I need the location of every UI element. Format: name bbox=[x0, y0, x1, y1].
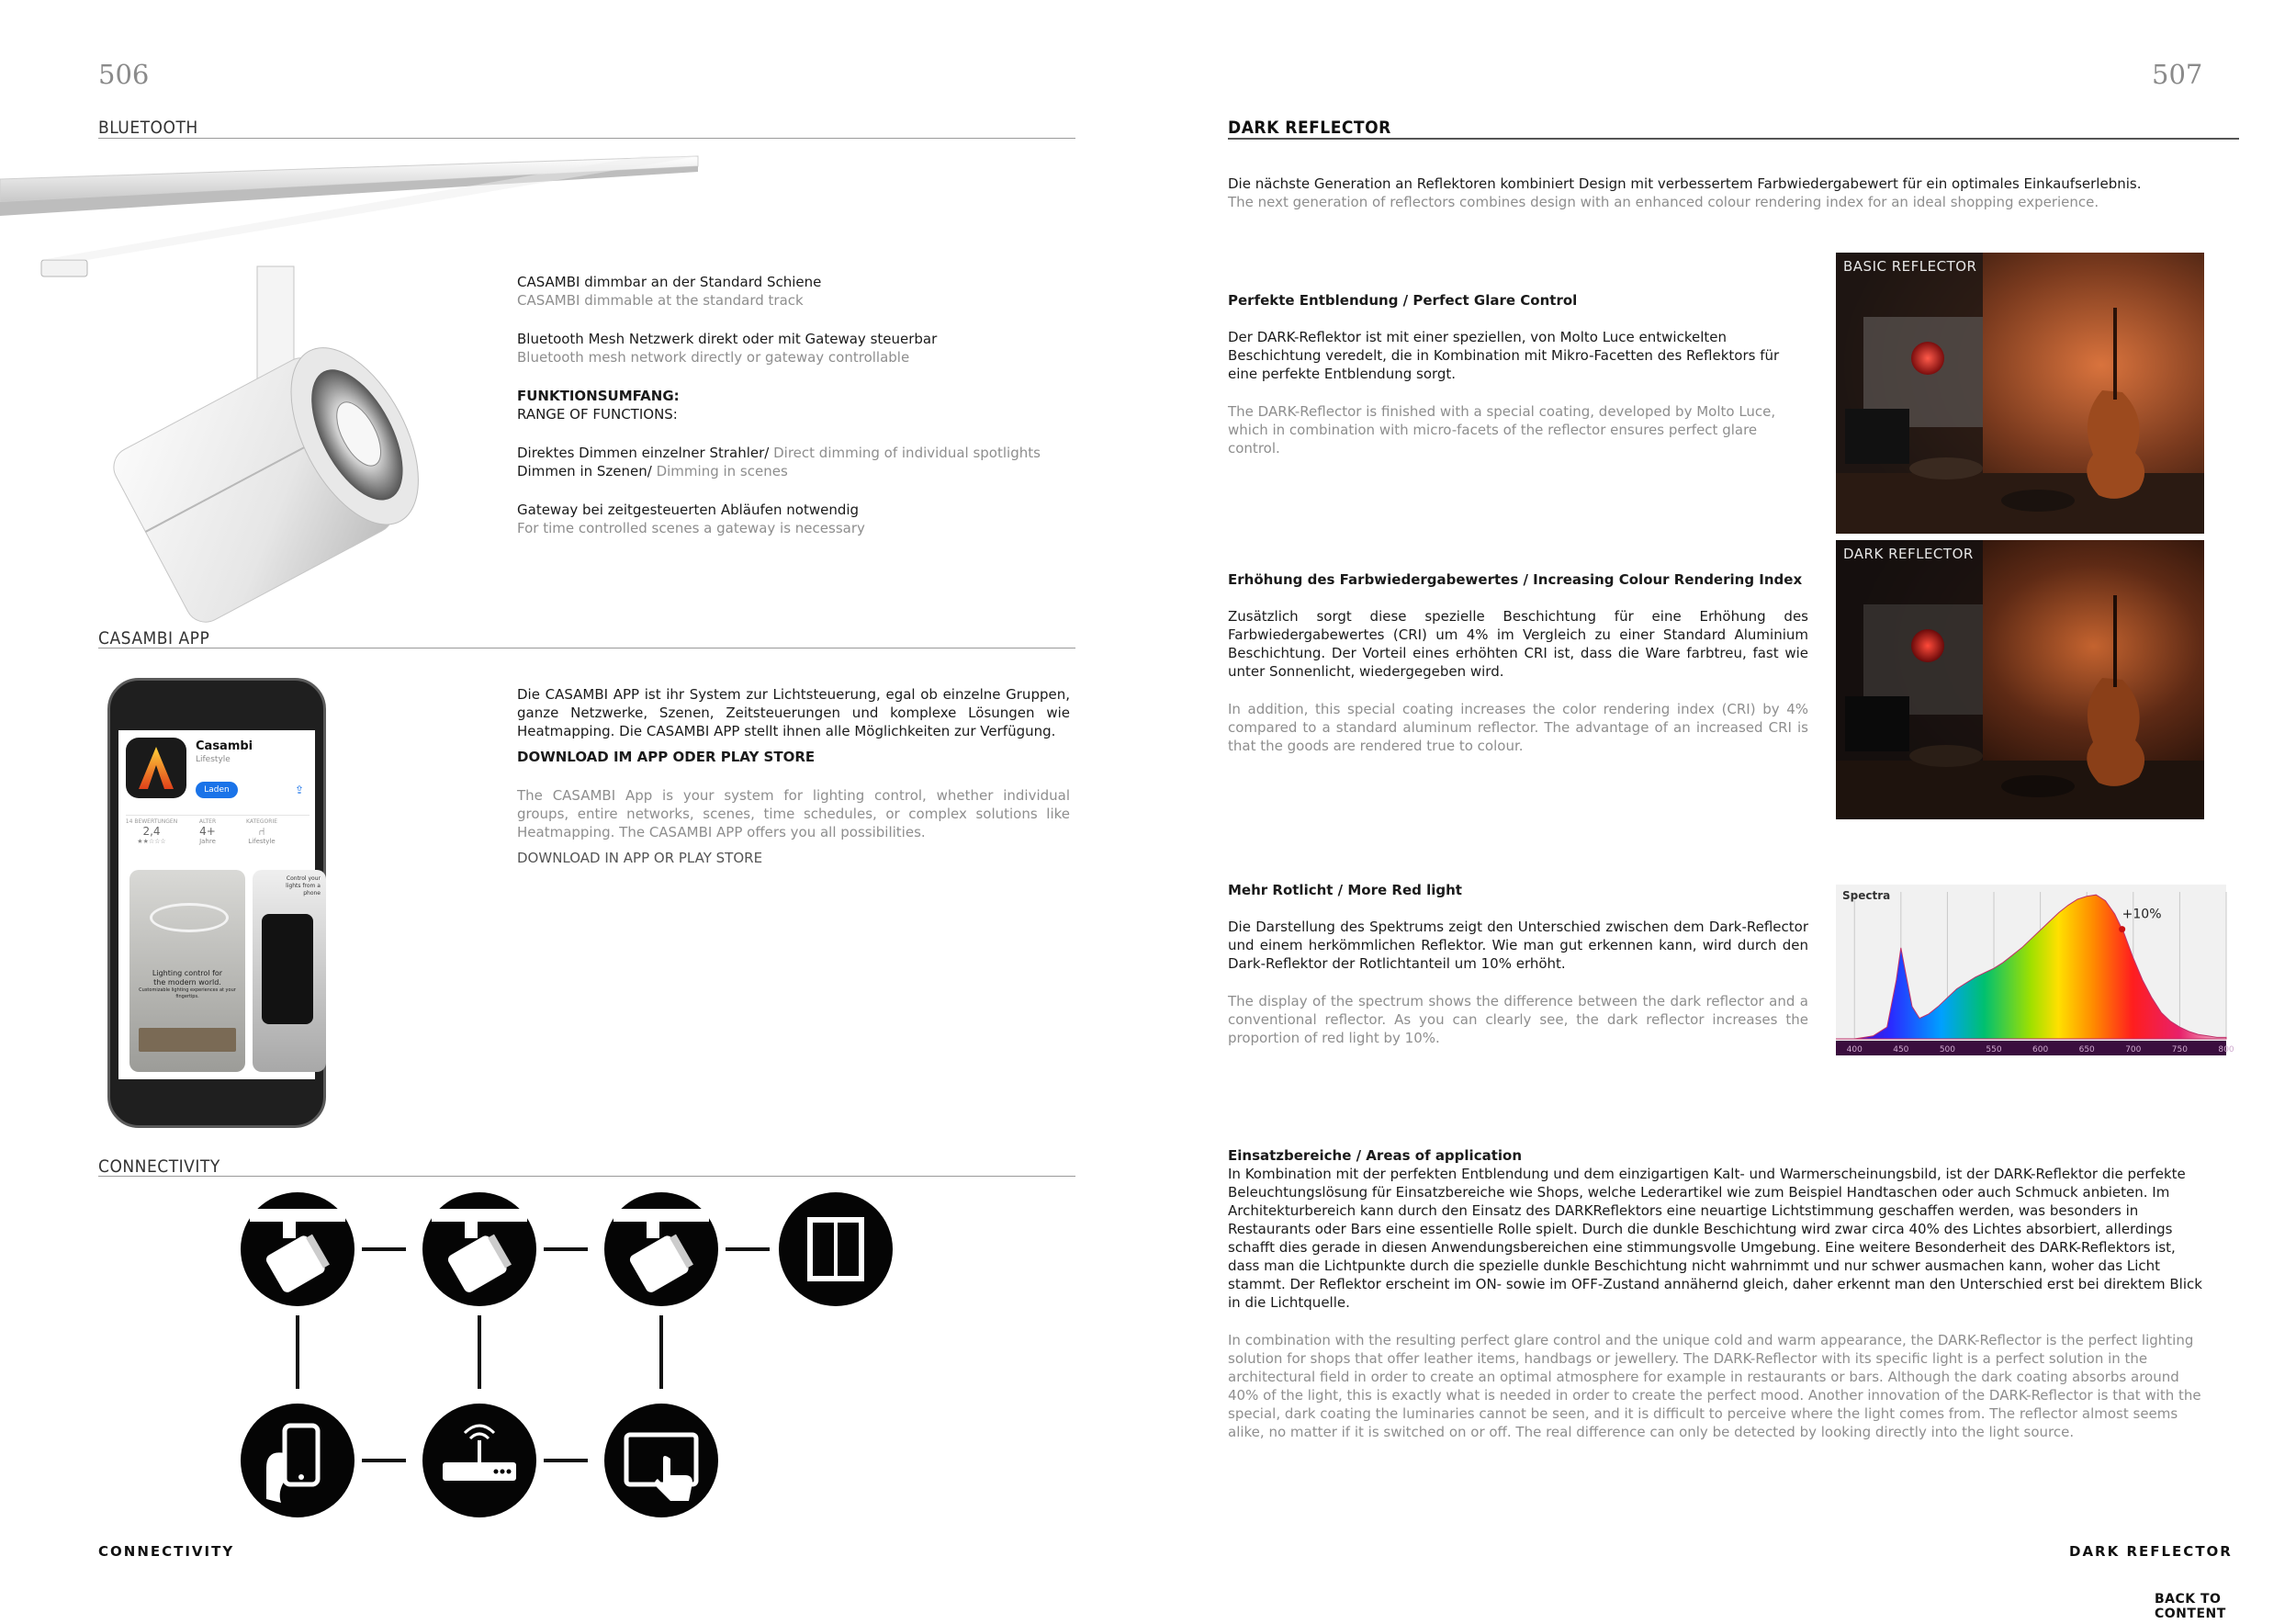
basic-reflector-label: BASIC REFLECTOR bbox=[1843, 258, 1977, 275]
casambi-desc-de: Die CASAMBI APP ist ihr System zur Lichtsteuerung, egal ob einzelne Gruppen, ganze Netzwerke, Szenen, Zeitsteuerungen und komplexe Lösungen wie Heatmapping. Die CASAMBI APP stellt ihnen alle Möglichkeiten zur Verfügung. bbox=[517, 686, 1070, 739]
bt-function-2 bbox=[517, 462, 1086, 480]
link-spot3-switch bbox=[726, 1247, 770, 1251]
link-gateway-tablet bbox=[544, 1459, 588, 1462]
bt-feature-1-de: CASAMBI dimmbar an der Standard Schiene bbox=[517, 274, 822, 290]
bt-function-1 bbox=[517, 444, 1086, 462]
spectrum-title: Spectra bbox=[1842, 889, 1891, 902]
bt-feature-2-de: Bluetooth Mesh Netzwerk direkt oder mit Gateway steuerbar bbox=[517, 331, 938, 347]
spotlight-node-1 bbox=[241, 1192, 355, 1306]
bt-function-2-de: Dimmen in Szenen/ bbox=[517, 463, 652, 479]
bt-function-1-en: Direct dimming of individual spotlights bbox=[769, 445, 1041, 461]
page-number-right: 507 bbox=[2152, 59, 2203, 90]
connectivity-diagram bbox=[237, 1192, 898, 1523]
switch-node bbox=[779, 1192, 893, 1306]
ratings-label: 14 BEWERTUNGEN bbox=[125, 818, 178, 825]
ratings-block bbox=[124, 818, 179, 845]
cri-section bbox=[1228, 570, 1808, 755]
red-de: Die Darstellung des Spektrums zeigt den Unterschied zwischen dem Dark-Reflector und einem herkömmlichen Reflektor. Wie man gut erkennen kann, wird durch den Dark-Reflektor der Rotlichtanteil um 10% erhöht. bbox=[1228, 919, 1808, 972]
tick-label-400: 400 bbox=[1846, 1045, 1863, 1054]
areas-heading: Einsatzbereiche / Areas of application bbox=[1228, 1147, 1523, 1164]
phone-divider bbox=[126, 815, 310, 816]
red-heading: Mehr Rotlicht / More Red light bbox=[1228, 882, 1462, 898]
spotlight-icon bbox=[604, 1192, 718, 1306]
casambi-text bbox=[517, 685, 1070, 867]
category-block bbox=[236, 818, 287, 845]
glare-de: Der DARK-Reflektor ist mit einer speziellen, von Molto Luce entwickelten Beschichtung veredelt, die in Kombination mit Mikro-Facetten des Reflektors für eine perfekte Entblendung sorgt. bbox=[1228, 329, 1780, 382]
table-illustration bbox=[139, 1028, 236, 1052]
areas-de: In Kombination mit der perfekten Entblendung und dem einzigartigen Kalt- und Warmerscheinungsbild, ist der DARK-Reflektor die perfekte Beleuchtungslösung für Einsatzbereiche wie Shops, welche Lederartikel wie zum Beispiel Handtaschen oder auch Schmuck anbieten. Im Architekturbereich kann durch den Einsatz des DARKReflektors eine neuartige Lichtstimmung geschaffen werden, was besonders in Restaurants oder Bars eine essentielle Rolle spielt. Durch die dunkle Beschichtung wird zwar circa 40% des Lichtes absorbiert, allerdings schafft dies gerade in diesen Anwendungsbereichen eine stimmungsvolle Umgebung. Eine weitere Besonderheit des DARK-Reflektors ist, dass man die Lichtpunkte durch die spezielle dunkle Beschichtung nicht wahrnimmt und nur schwer ausmachen kann, woher das Licht stammt. Der Reflektor erscheint im ON- sowie im OFF-Zustand annähernd gleich, daher erkennt man den Unterschied erst bei direktem Blick in die Lichtquelle. bbox=[1228, 1166, 2202, 1311]
section-rule-dark-reflector bbox=[1228, 138, 2239, 140]
screenshot-2-text: Control your lights from a phone bbox=[286, 875, 321, 897]
bt-gateway bbox=[517, 501, 1086, 537]
category-label: KATEGORIE bbox=[245, 818, 278, 825]
link-spot2-gateway bbox=[478, 1315, 481, 1389]
gateway-node bbox=[422, 1404, 536, 1517]
tick-label-800: 800 bbox=[2218, 1045, 2234, 1054]
glare-heading: Perfekte Entblendung / Perfect Glare Control bbox=[1228, 292, 1578, 309]
tick-label-550: 550 bbox=[1986, 1045, 2002, 1054]
cri-en: In addition, this special coating increases the color rendering index (CRI) by 4% compared to a standard aluminum reflector. The advantage of an increased CRI is that the goods are rendered true to colour. bbox=[1228, 701, 1808, 754]
app-name: Casambi bbox=[196, 739, 253, 753]
glare-section bbox=[1228, 291, 1808, 457]
link-spot3-tablet bbox=[659, 1315, 663, 1389]
rating-stars: ★★☆☆☆ bbox=[137, 838, 166, 845]
casambi-download-en: DOWNLOAD IN APP OR PLAY STORE bbox=[517, 850, 763, 866]
spectrum-series-dark-reflector bbox=[1836, 895, 2226, 1039]
screenshot-1-text bbox=[137, 969, 238, 1000]
section-title-bluetooth: BLUETOOTH bbox=[98, 118, 198, 138]
shot1-line2: the modern world. bbox=[153, 978, 221, 987]
intro bbox=[1228, 175, 2238, 211]
casambi-app-icon bbox=[126, 738, 186, 798]
link-spot1-spot2 bbox=[362, 1247, 406, 1251]
shot1-line1: Lighting control for bbox=[152, 969, 223, 977]
app-category: Lifestyle bbox=[196, 755, 231, 764]
spectrum-chart bbox=[1836, 885, 2234, 1055]
section-title-casambi-app: CASAMBI APP bbox=[98, 628, 210, 648]
ring-light-icon bbox=[150, 903, 229, 932]
bt-gateway-de: Gateway bei zeitgesteuerten Abläufen notwendig bbox=[517, 502, 860, 518]
red-increase-annotation: +10% bbox=[2122, 907, 2162, 922]
rating-value: 2,4 bbox=[142, 825, 161, 838]
red-en: The display of the spectrum shows the difference between the dark reflector and a conventional reflector. As you can clearly see, the dark reflector increases the proportion of red light by 10%. bbox=[1228, 993, 1808, 1046]
phone-mockup bbox=[107, 678, 326, 1128]
areas-section bbox=[1228, 1146, 2203, 1441]
age-unit: Jahre bbox=[199, 838, 216, 845]
section-rule-connectivity bbox=[98, 1176, 1075, 1177]
section-title-connectivity: CONNECTIVITY bbox=[98, 1156, 220, 1177]
share-icon[interactable]: ⇪ bbox=[295, 784, 305, 796]
shot1-sub: Customizable lighting experiences at your fingertips. bbox=[139, 987, 236, 999]
section-rule-bluetooth bbox=[98, 138, 1075, 139]
footer-left: CONNECTIVITY bbox=[98, 1543, 235, 1560]
cri-de: Zusätzlich sorgt diese spezielle Beschichtung für eine Erhöhung des Farbwiedergabewertes (CRI) um 4% im Vergleich zu einer Standard Aluminium Beschichtung. Der Vorteil eines erhöhten CRI ist, dass die Ware farbtreu, fast wie unter Sonnenlicht, wiedergegeben wird. bbox=[1228, 608, 1808, 680]
armchair-icon: ⑁ bbox=[258, 825, 265, 838]
spotlight-node-3 bbox=[604, 1192, 718, 1306]
red-light-section bbox=[1228, 881, 1808, 1047]
smartphone-node bbox=[241, 1404, 355, 1517]
dark-reflector-label: DARK REFLECTOR bbox=[1843, 546, 1974, 562]
bluetooth-text bbox=[517, 273, 1086, 558]
areas-en: In combination with the resulting perfect glare control and the unique cold and warm appearance, the DARK-Reflector is the perfect lighting solution for shops that offer leather items, handbags or jewellery. The DARK-Reflector with its specific light is a perfect solution in the architectural field in order to create an optimal atmosphere for example in restaurants or bars. Although the dark coating absorbs around 40% of the light, this is exactly what is needed in order to create the perfect mood. Another innovation of the DARK-Reflector is that with the special, dark coating the luminaries cannot be seen, and it is difficult to perceive where the light comes from. The reflector almost seems alike, no matter if it is switched on or off. The real difference can only be detected by looking directly into the light source. bbox=[1228, 1332, 2201, 1440]
bt-feature-1 bbox=[517, 273, 1086, 310]
tablet-node bbox=[604, 1404, 718, 1517]
casambi-download-de: DOWNLOAD IM APP ODER PLAY STORE bbox=[517, 749, 816, 765]
category-value: Lifestyle bbox=[248, 838, 276, 845]
bt-functions-en: RANGE OF FUNCTIONS: bbox=[517, 406, 678, 423]
tablet-touch-icon bbox=[604, 1404, 718, 1517]
link-phone-gateway bbox=[362, 1459, 406, 1462]
tick-label-600: 600 bbox=[2032, 1045, 2049, 1054]
spectrum-chart-svg bbox=[1836, 885, 2234, 1055]
bt-function-list bbox=[517, 444, 1086, 480]
link-spot1-phone bbox=[296, 1315, 299, 1389]
link-spot2-spot3 bbox=[544, 1247, 588, 1251]
casambi-desc-en: The CASAMBI App is your system for lighting control, whether individual groups, entire networks, scenes, time schedules, or complex solutions like Heatmapping. The CASAMBI APP offers you all possibilities. bbox=[517, 787, 1070, 840]
bt-functions-de: FUNKTIONSUMFANG: bbox=[517, 388, 680, 404]
screenshot-2 bbox=[253, 870, 326, 1072]
hand-smartphone-icon bbox=[241, 1404, 355, 1517]
bt-feature-2 bbox=[517, 330, 1086, 367]
tick-label-650: 650 bbox=[2078, 1045, 2095, 1054]
jazz-stage-scene bbox=[1836, 253, 2204, 534]
bt-gateway-en: For time controlled scenes a gateway is necessary bbox=[517, 520, 865, 536]
page-number-left: 506 bbox=[98, 59, 150, 90]
basic-reflector-photo bbox=[1836, 253, 2204, 534]
dark-reflector-photo bbox=[1836, 540, 2204, 819]
spotlight-node-2 bbox=[422, 1192, 536, 1306]
back-to-content-link[interactable]: BACK TO CONTENT bbox=[2155, 1592, 2226, 1621]
intro-en: The next generation of reflectors combines design with an enhanced colour rendering index for an ideal shopping experience. bbox=[1228, 194, 2099, 210]
red-increase-marker bbox=[2119, 926, 2125, 932]
bt-function-1-de: Direktes Dimmen einzelner Strahler/ bbox=[517, 445, 770, 461]
age-block bbox=[185, 818, 231, 845]
spectrum-tick-labels bbox=[1847, 1045, 2234, 1054]
bt-functions bbox=[517, 387, 1086, 423]
tick-label-700: 700 bbox=[2125, 1045, 2142, 1054]
spotlight-icon bbox=[241, 1192, 355, 1306]
bt-function-2-en: Dimming in scenes bbox=[651, 463, 788, 479]
inner-phone bbox=[262, 914, 313, 1024]
spotlight-icon bbox=[422, 1192, 536, 1306]
jazz-stage-scene-dark bbox=[1836, 540, 2204, 819]
age-value: 4+ bbox=[199, 825, 216, 838]
wall-switch-icon bbox=[779, 1192, 893, 1306]
footer-right: DARK REFLECTOR bbox=[2069, 1543, 2233, 1560]
get-app-button[interactable]: Laden bbox=[196, 782, 238, 798]
bt-feature-1-en: CASAMBI dimmable at the standard track bbox=[517, 292, 804, 309]
cri-heading: Erhöhung des Farbwiedergabewertes / Increasing Colour Rendering Index bbox=[1228, 571, 1803, 588]
screenshot-1 bbox=[129, 870, 245, 1072]
section-title-dark-reflector: DARK REFLECTOR bbox=[1228, 118, 1391, 138]
phone-screen bbox=[118, 730, 321, 1079]
tick-label-500: 500 bbox=[1939, 1045, 1956, 1054]
age-label: ALTER bbox=[198, 818, 217, 825]
intro-de: Die nächste Generation an Reflektoren kombiniert Design mit verbessertem Farbwiedergabewert für ein optimales Einkaufserlebnis. bbox=[1228, 175, 2142, 192]
tick-label-750: 750 bbox=[2171, 1045, 2188, 1054]
tick-label-450: 450 bbox=[1893, 1045, 1909, 1054]
bt-feature-2-en: Bluetooth mesh network directly or gateway controllable bbox=[517, 349, 910, 366]
router-gateway-icon bbox=[422, 1404, 536, 1517]
glare-en: The DARK-Reflector is finished with a special coating, developed by Molto Luce, which in combination with micro-facets of the reflector ensures perfect glare control. bbox=[1228, 403, 1776, 457]
